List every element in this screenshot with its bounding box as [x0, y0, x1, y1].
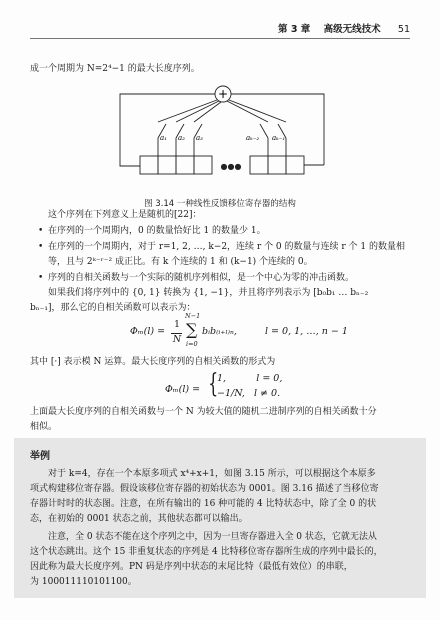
chapter-title: 高级无线技术: [323, 24, 381, 35]
figure-caption: 图 3.14 一种线性反馈移位寄存器的结构: [144, 199, 296, 209]
intro-line: 成一个周期为 N=2⁴−1 的最大长度序列。: [30, 64, 200, 74]
sigma-icon: ∑: [186, 320, 198, 339]
example-p2-line: 注意，全 0 状态不能在这个序列之中，因为一旦寄存器进入全 0 状态，它就无法从: [48, 532, 377, 542]
formula1-sum-top: N−1: [185, 312, 201, 320]
coef-ak1: aₖ₋₁: [272, 134, 286, 142]
para4-line2: 相似。: [30, 422, 58, 432]
formula2-lhs: Φₘ(l) =: [165, 384, 201, 395]
list-item: • 序列的自相关函数与一个实际的随机序列相似，是一个中心为零的冲击函数。: [38, 271, 410, 287]
page-number: 51: [397, 24, 410, 35]
lfsr-diagram: [110, 80, 340, 195]
example-p2-line: 为 100011110101100。: [30, 577, 137, 587]
ellipsis-dots: ●●●: [220, 162, 242, 171]
chapter-label: 第 3 章: [278, 24, 311, 35]
formula1-body: bᵢb₍ᵢ₊ₗ₎ₙ,: [202, 326, 237, 337]
example-p1-line: 存器计时时的状态图。注意，在所有输出的 16 种可能的 4 比特状态中，除了全 0 的状: [30, 499, 377, 509]
para2-line2: bₙ₋₁]，那么它的自相关函数可以表示为：: [30, 303, 196, 313]
formula1-num: 1: [173, 319, 181, 330]
randomness-list: [38, 224, 410, 286]
formula2-case2: −1/N, l ≠ 0.: [217, 388, 281, 399]
formula1-lhs: Φₘ(l) =: [130, 326, 166, 337]
header-rule: [30, 38, 410, 39]
para4-line1: 上面最大长度序列的自相关函数与一个 N 为较大值的随机二进制序列的自相关函数十分: [30, 407, 377, 417]
list-item: • 在序列的一个周期内，0 的数量恰好比 1 的数量少 1。: [38, 224, 410, 240]
formula1-den: N: [172, 334, 182, 345]
feedback-line: [120, 94, 215, 166]
coef-a2: a₂: [178, 134, 185, 142]
para3: 其中 [·] 表示模 N 运算。最大长度序列的自相关函数的形式为: [30, 357, 276, 367]
coef-a3: a₃: [196, 134, 203, 142]
example-p2-line: 因此称为最大长度序列。PN 码是序列中状态的末尾比特（最低有效位）的串联，: [30, 562, 353, 572]
list-item: • 在序列的一个周期内，对于 r=1, 2, …, k−2，连续 r 个 0 的数量与连续 r 个 1 的数量相等，且与 2ᵏ⁻ʳ⁻² 成正比。有 k 个连续的 1 和 (k−1) 个连续的 0。: [38, 240, 410, 271]
example-p1-line: 态，在初始的 0001 状态之前，其他状态都可以输出。: [30, 514, 248, 524]
formula1-sum-bottom: i=0: [186, 340, 198, 348]
example-p2-line: 这个状态跳出。这个 15 非重复状态的序列是 4 比特移位寄存器所生成的序列中最长的，: [30, 547, 383, 557]
example-title: 举例: [30, 451, 50, 462]
coef-ak2: aₖ₋₂: [246, 134, 260, 142]
running-header: [268, 21, 410, 35]
para1: 这个序列在下列意义上是随机的[22]：: [48, 210, 202, 220]
formula1-condition: l = 0, 1, …, n − 1: [265, 326, 348, 337]
example-p1-line: 对于 k=4，存在一个本原多项式 x⁴+x+1，如图 3.15 所示，可以根据这个本原多: [48, 469, 376, 479]
coef-a1: a₁: [160, 134, 167, 142]
formula2-case1: 1, l = 0,: [217, 373, 283, 384]
xor-symbol: +: [217, 87, 229, 101]
brace-icon: {: [208, 369, 219, 399]
para2-line1: 如果我们将序列中的 {0, 1} 转换为 {1, −1}，并且将序列表示为 [b₀b₁ … bₙ₋₂: [48, 288, 369, 298]
example-p1-line: 项式构建移位寄存器。假设该移位寄存器的初始状态为 0001。图 3.16 描述了当移位寄: [30, 484, 379, 494]
